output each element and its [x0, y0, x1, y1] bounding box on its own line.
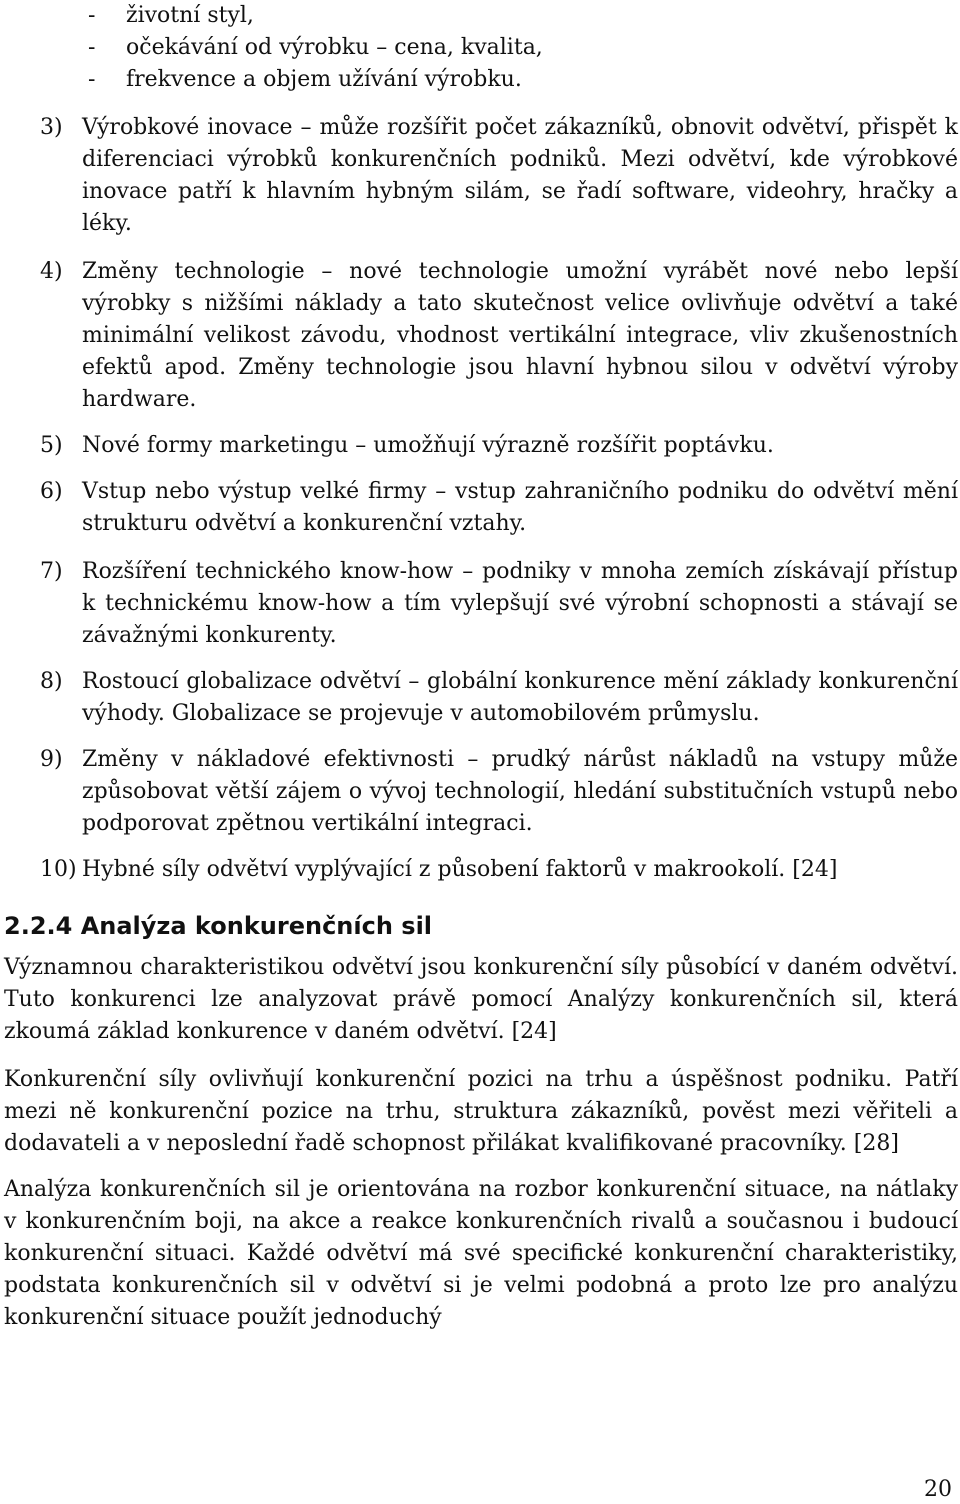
item-text: Vstup nebo výstup velké firmy – vstup zahraničního podniku do odvětví mění strukturu odvětví a konkurenční vztahy.	[82, 479, 958, 536]
item-text: Výrobkové inovace – může rozšířit počet zákazníků, obnovit odvětví, přispět k diferenciaci výrobků konkurenčních podniků. Mezi odvětví, kde výrobkové inovace patří k hlavním hybným silám, se řadí software, videohry, hračky a léky.	[82, 115, 958, 236]
item-text: Nové formy marketingu – umožňují výrazně rozšířit poptávku.	[82, 433, 774, 458]
item-text: Rostoucí globalizace odvětví – globální konkurence mění základy konkurenční výhody. Globalizace se projevuje v automobilovém průmyslu.	[82, 669, 958, 726]
item-number: 4)	[40, 259, 63, 284]
item-text: Změny v nákladové efektivnosti – prudký nárůst nákladů na vstupy může způsobovat větší zájem o vývoj technologií, hledání substitučních vstupů nebo podporovat zpětnou vertikální integraci.	[82, 747, 958, 836]
list-item-text: očekávání od výrobku – cena, kvalita,	[126, 35, 543, 60]
item-text: Hybné síly odvětví vyplývající z působení faktorů v makrookolí. [24]	[82, 857, 838, 882]
bullet-dash: -	[88, 35, 96, 60]
item-number: 7)	[40, 559, 63, 584]
paragraph: Konkurenční síly ovlivňují konkurenční pozici na trhu a úspěšnost podniku. Patří mezi ně konkurenční pozice na trhu, struktura zákazníků, pověst mezi věřiteli a dodavateli a v neposlední řadě schopnost přilákat kvalifikované pracovníky. [28]	[4, 1067, 958, 1156]
item-number: 10)	[40, 857, 77, 882]
item-number: 8)	[40, 669, 63, 694]
item-text: Změny technologie – nové technologie umožní vyrábět nové nebo lepší výrobky s nižšími náklady a tato skutečnost velice ovlivňuje odvětví a také minimální velikost závodu, vhodnost vertikální integrace, vliv zkušenostních efektů apod. Změny technologie jsou hlavní hybnou silou v odvětví výroby hardware.	[82, 259, 958, 412]
item-number: 6)	[40, 479, 63, 504]
paragraph: Analýza konkurenčních sil je orientována na rozbor konkurenční situace, na nátlaky v konkurenčním boji, na akce a reakce konkurenčních rivalů a současnou i budoucí konkurenční situaci. Každé odvětví má své specifické konkurenční charakteristiky, podstata konkurenčních sil v odvětví si je velmi podobná a proto lze pro analýzu konkurenční situace použít jednoduchý	[4, 1177, 958, 1330]
item-number: 5)	[40, 433, 63, 458]
paragraph: Významnou charakteristikou odvětví jsou konkurenční síly působící v daném odvětví. Tuto konkurenci lze analyzovat právě pomocí Analýzy konkurenčních sil, která zkoumá základ konkurence v daném odvětví. [24]	[4, 955, 958, 1044]
item-number: 3)	[40, 115, 63, 140]
section-heading: 2.2.4 Analýza konkurenčních sil	[4, 912, 433, 940]
list-item	[88, 0, 254, 32]
list-item-text: frekvence a objem užívání výrobku.	[126, 67, 522, 92]
item-number: 9)	[40, 747, 63, 772]
page-number: 20	[924, 1477, 952, 1502]
bullet-dash: -	[88, 3, 96, 28]
list-item-text: životní styl,	[126, 3, 254, 28]
list-item	[88, 32, 543, 64]
bullet-dash: -	[88, 67, 96, 92]
list-item	[88, 64, 522, 96]
item-text: Rozšíření technického know-how – podniky v mnoha zemích získávají přístup k technickému know-how a tím vylepšují své výrobní schopnosti a stávají se závažnými konkurenty.	[82, 559, 958, 648]
